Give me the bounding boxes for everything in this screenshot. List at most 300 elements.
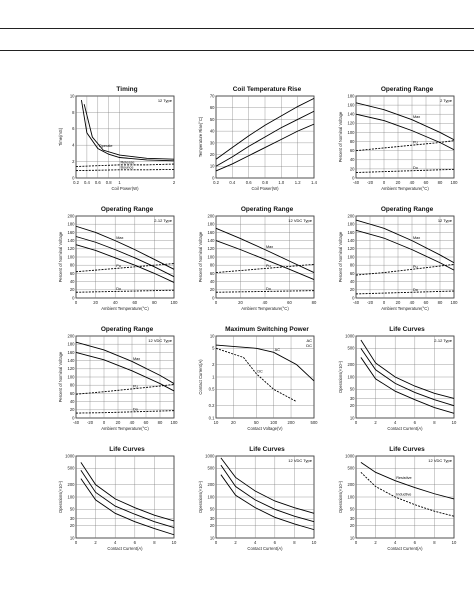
series-line — [216, 345, 314, 381]
y-tick-label: 20 — [209, 287, 215, 293]
x-tick-label: 60 — [287, 300, 292, 305]
y-tick-label: 180 — [67, 221, 75, 227]
x-tick-label: 0 — [354, 540, 358, 545]
x-tick-label: 0.6 — [94, 180, 101, 185]
x-tick-label: 60 — [423, 300, 429, 305]
chart-plot-op-range-4 — [338, 214, 458, 316]
x-tick-label: 0.4 — [229, 180, 236, 185]
series-label: Release — [120, 160, 135, 165]
y-tick-label: 20 — [349, 523, 355, 529]
series-label: Max — [413, 115, 421, 120]
y-tick-label: 30 — [209, 515, 215, 521]
y-tick-label: 10 — [349, 535, 355, 541]
y-tick-label: 40 — [349, 157, 355, 163]
chart-plot-life-4 — [338, 454, 458, 556]
chart-panel-coil-temp — [198, 86, 318, 196]
y-tick-label: 200 — [207, 213, 215, 219]
y-tick-label: 500 — [347, 345, 355, 351]
x-axis-label: Ambient Temperature(°C) — [381, 186, 429, 191]
y-tick-label: 1000 — [65, 453, 75, 459]
y-tick-label: 180 — [67, 341, 75, 347]
y-tick-label: 140 — [347, 111, 355, 117]
y-tick-label: 2 — [72, 159, 75, 164]
y-tick-label: 8 — [72, 109, 75, 115]
chart-panel-life-3 — [198, 446, 318, 556]
chart-panel-op-range-3 — [198, 206, 318, 316]
x-tick-label: 80 — [152, 300, 157, 305]
series-line — [76, 411, 174, 413]
series-label: Max — [133, 356, 141, 361]
y-tick-label: 40 — [69, 399, 75, 404]
x-tick-label: 1.2 — [294, 180, 301, 185]
x-tick-label: 60 — [423, 180, 429, 185]
y-tick-label: 0.2 — [208, 403, 215, 409]
plot-frame — [356, 96, 454, 178]
y-tick-label: 10 — [69, 93, 75, 99]
series-line — [356, 141, 454, 151]
x-tick-label: -40 — [72, 420, 80, 425]
chart-title: Life Curves — [389, 446, 425, 453]
x-axis-label: Contact Voltage(V) — [247, 426, 283, 431]
series-label: DC — [257, 369, 263, 374]
x-axis-label: Contact Current(A) — [247, 546, 283, 551]
y-tick-label: 200 — [347, 482, 355, 488]
x-tick-label: 0.2 — [213, 180, 219, 185]
chart-grid — [58, 86, 458, 556]
chart-title: Operating Range — [240, 206, 294, 213]
y-tick-label: 180 — [347, 93, 355, 99]
y-tick-label: 200 — [67, 482, 75, 488]
y-tick-label: 100 — [347, 494, 355, 500]
x-tick-label: 4 — [394, 420, 397, 425]
chart-panel-op-range-5 — [58, 326, 178, 436]
y-tick-label: 140 — [347, 238, 355, 243]
x-axis-label: Ambient Temperature(°C) — [101, 306, 149, 311]
y-tick-label: 200 — [347, 362, 355, 368]
y-axis-label: Percent of Nominal Voltage — [58, 231, 63, 283]
series-line — [361, 357, 454, 413]
x-tick-label: 40 — [262, 300, 268, 305]
x-tick-label: 0.4 — [83, 180, 90, 185]
x-tick-label: 0.6 — [245, 180, 252, 185]
x-tick-label: 0 — [382, 180, 386, 185]
x-tick-label: 0 — [214, 540, 218, 545]
series-label: Pu — [413, 264, 418, 269]
y-tick-label: 120 — [207, 246, 215, 252]
y-tick-label: 500 — [347, 465, 355, 471]
y-tick-label: 0 — [212, 295, 215, 301]
y-tick-label: 10 — [209, 535, 215, 541]
y-tick-label: 1000 — [345, 333, 355, 339]
y-tick-label: 10 — [209, 163, 215, 169]
x-tick-label: 2 — [374, 420, 377, 425]
x-tick-label: 40 — [409, 300, 415, 305]
x-axis-label: Contact Current(A) — [387, 426, 423, 431]
y-tick-label: 60 — [349, 270, 355, 276]
y-tick-label: 0 — [72, 415, 75, 421]
y-tick-label: 120 — [347, 120, 355, 126]
x-tick-label: 80 — [311, 300, 317, 305]
series-label: Do — [413, 287, 418, 292]
x-axis-label: Contact Current(A) — [387, 546, 423, 551]
y-tick-label: 40 — [69, 279, 75, 284]
x-tick-label: 8 — [433, 420, 436, 425]
y-tick-label: 0 — [72, 175, 75, 181]
y-tick-label: 70 — [209, 93, 215, 99]
header-rule-top — [0, 28, 474, 29]
y-tick-label: 160 — [347, 102, 355, 108]
y-axis-label: Operations(×10⁴) — [338, 480, 343, 514]
x-tick-label: 20 — [231, 420, 236, 425]
y-tick-label: 160 — [67, 229, 75, 235]
header-rule-bottom — [0, 50, 474, 51]
chart-plot-coil-temp — [198, 94, 318, 196]
x-axis-label: Contact Current(A) — [107, 546, 143, 551]
series-label: Do — [266, 286, 271, 291]
chart-panel-timing — [58, 86, 178, 196]
y-axis-label: Percent of Nominal Voltage — [338, 231, 343, 283]
chart-plot-timing — [58, 94, 178, 196]
y-axis-label: Contact Current(A) — [198, 359, 203, 395]
y-tick-label: 160 — [347, 229, 355, 235]
chart-plot-max-switching — [198, 334, 318, 436]
x-tick-label: 20 — [238, 300, 243, 305]
y-tick-label: 0 — [352, 175, 355, 181]
x-tick-label: 10 — [311, 540, 317, 545]
chart-note: 12 VDC Type — [288, 218, 312, 223]
chart-note: 2 Type — [440, 98, 452, 103]
chart-panel-op-range-1 — [338, 86, 458, 196]
chart-note: 12 VDC Type — [148, 338, 172, 343]
y-tick-label: 100 — [347, 254, 355, 260]
chart-note: 12 Type — [437, 218, 452, 223]
x-axis-label: Ambient Temperature(°C) — [241, 306, 289, 311]
y-tick-label: 200 — [207, 482, 215, 488]
series-line — [356, 220, 454, 263]
x-tick-label: 80 — [437, 300, 443, 305]
y-tick-label: 50 — [349, 386, 355, 392]
y-tick-label: 20 — [69, 407, 75, 413]
series-label: Resistive — [396, 476, 412, 481]
x-tick-label: 6 — [413, 420, 416, 425]
x-axis-label: Ambient Temperature(°C) — [101, 426, 149, 431]
x-tick-label: 2 — [94, 540, 97, 545]
y-tick-label: 100 — [67, 374, 75, 380]
x-tick-label: 0 — [382, 300, 386, 305]
x-tick-label: 1.4 — [311, 180, 317, 185]
series-line — [221, 475, 314, 530]
x-tick-label: 20 — [115, 420, 121, 425]
y-tick-label: 30 — [349, 395, 355, 401]
x-tick-label: 80 — [157, 420, 163, 425]
x-tick-label: 40 — [409, 180, 415, 185]
y-tick-label: 30 — [209, 140, 215, 146]
x-tick-label: 40 — [112, 300, 118, 305]
y-tick-label: 60 — [209, 105, 215, 111]
x-tick-label: 2 — [172, 180, 176, 185]
chart-title: Operating Range — [100, 326, 154, 333]
y-tick-label: 0.5 — [208, 386, 215, 392]
x-tick-label: 10 — [213, 420, 219, 425]
x-tick-label: 10 — [171, 540, 177, 545]
x-tick-label: 6 — [413, 540, 416, 545]
x-tick-label: 0.8 — [262, 180, 268, 185]
y-tick-label: 500 — [67, 465, 75, 471]
y-axis-label: Temperature Rise(°C) — [198, 116, 203, 158]
chart-title: Operating Range — [100, 206, 154, 213]
chart-plot-op-range-3 — [198, 214, 318, 316]
x-tick-label: 500 — [310, 420, 318, 425]
chart-title: Operating Range — [380, 86, 434, 93]
series-label: Max — [266, 245, 274, 250]
y-tick-label: 100 — [347, 374, 355, 380]
series-label: Do — [413, 166, 418, 171]
chart-title: Life Curves — [389, 326, 425, 333]
x-tick-label: 50 — [253, 420, 259, 425]
y-tick-label: 140 — [67, 358, 75, 363]
chart-panel-life-2 — [58, 446, 178, 556]
series-label: Inductive — [396, 492, 412, 497]
y-tick-label: 50 — [69, 506, 75, 512]
y-tick-label: 180 — [207, 221, 215, 227]
y-tick-label: 30 — [69, 515, 75, 521]
x-tick-label: 100 — [270, 420, 278, 425]
y-tick-label: 20 — [349, 287, 355, 293]
y-axis-label: Percent of Nominal Voltage — [58, 351, 63, 403]
y-tick-label: 80 — [69, 382, 75, 388]
chart-note: 12 VDC Type — [428, 458, 452, 463]
y-tick-label: 0 — [352, 295, 355, 301]
y-tick-label: 100 — [67, 494, 75, 500]
y-tick-label: 1 — [212, 374, 215, 380]
series-line — [356, 103, 454, 140]
y-tick-label: 40 — [209, 128, 215, 134]
y-tick-label: 6 — [72, 126, 75, 132]
x-tick-label: 8 — [433, 540, 436, 545]
y-tick-label: 10 — [209, 333, 215, 339]
y-tick-label: 80 — [349, 138, 355, 144]
y-tick-label: 60 — [209, 270, 215, 276]
y-tick-label: 160 — [207, 229, 215, 235]
series-line — [356, 169, 454, 172]
series-label: Operate — [98, 143, 113, 148]
x-tick-label: 100 — [450, 300, 458, 305]
series-label: Do — [116, 286, 122, 291]
series-line — [76, 169, 174, 170]
x-axis-label: Coil Power(W) — [111, 186, 139, 191]
x-tick-label: 100 — [170, 300, 178, 305]
y-axis-label: Percent of Nominal Voltage — [338, 111, 343, 163]
y-tick-label: 200 — [347, 213, 355, 219]
y-tick-label: 120 — [347, 246, 355, 252]
y-tick-label: 200 — [67, 213, 75, 219]
chart-panel-life-1 — [338, 326, 458, 436]
x-tick-label: -40 — [352, 300, 360, 305]
x-tick-label: 8 — [293, 540, 296, 545]
x-tick-label: 40 — [129, 420, 135, 425]
chart-title: Operating Range — [380, 206, 434, 213]
y-axis-label: Time(mS) — [58, 127, 63, 147]
y-tick-label: 1000 — [345, 453, 355, 459]
x-tick-label: 0 — [102, 420, 106, 425]
y-tick-label: 80 — [349, 262, 355, 268]
series-line — [81, 100, 174, 161]
y-axis-label: Operations(×10⁴) — [338, 360, 343, 394]
series-label: Pu — [116, 263, 121, 268]
x-tick-label: -20 — [366, 180, 374, 185]
y-tick-label: 200 — [67, 333, 75, 339]
chart-note: 12 VDC Type — [288, 458, 312, 463]
x-tick-label: 4 — [114, 540, 117, 545]
chart-title: Timing — [116, 86, 138, 93]
y-tick-label: 50 — [209, 116, 215, 122]
series-line — [356, 291, 454, 294]
series-line — [76, 342, 174, 383]
chart-title: Life Curves — [109, 446, 145, 453]
x-tick-label: 6 — [133, 540, 136, 545]
chart-panel-op-range-4 — [338, 206, 458, 316]
chart-plot-life-3 — [198, 454, 318, 556]
y-tick-label: 20 — [209, 151, 215, 157]
y-tick-label: 0.1 — [208, 415, 215, 421]
y-tick-label: 50 — [349, 506, 355, 512]
chart-panel-max-switching — [198, 326, 318, 436]
chart-title: Coil Temperature Rise — [232, 86, 302, 93]
x-axis-label: Coil Power(W) — [251, 186, 279, 191]
x-tick-label: 0.8 — [105, 180, 112, 185]
series-label: Pu — [133, 384, 138, 389]
chart-title: Life Curves — [249, 446, 285, 453]
y-tick-label: 120 — [67, 366, 75, 372]
chart-note: 2-12 Type — [434, 338, 452, 343]
chart-panel-op-range-2 — [58, 206, 178, 316]
x-tick-label: 20 — [395, 300, 401, 305]
x-tick-label: 60 — [143, 420, 149, 425]
series-line — [76, 245, 174, 283]
y-tick-label: 120 — [67, 246, 75, 252]
y-tick-label: 20 — [69, 523, 75, 529]
x-tick-label: 4 — [254, 540, 257, 545]
y-tick-label: 1000 — [205, 453, 215, 459]
series-line — [76, 226, 174, 269]
series-line — [76, 290, 174, 292]
y-tick-label: 0 — [72, 295, 75, 301]
y-tick-label: 140 — [207, 238, 215, 243]
y-tick-label: 0 — [212, 175, 215, 181]
series-label: AC — [274, 347, 280, 352]
chart-note: DC — [306, 343, 312, 348]
x-tick-label: 20 — [93, 300, 98, 305]
x-tick-label: 20 — [395, 180, 401, 185]
series-label: Pu — [266, 263, 271, 268]
y-tick-label: 100 — [207, 494, 215, 500]
x-tick-label: 1.0 — [278, 180, 285, 185]
y-axis-label: Operations(×10⁴) — [198, 480, 203, 514]
y-tick-label: 30 — [349, 515, 355, 521]
series-line — [356, 230, 454, 270]
series-line — [76, 264, 174, 272]
series-label: Bounce — [120, 165, 134, 170]
y-tick-label: 100 — [67, 254, 75, 260]
y-tick-label: 60 — [69, 390, 75, 396]
chart-plot-op-range-1 — [338, 94, 458, 196]
x-tick-label: 1 — [118, 180, 121, 185]
chart-title: Maximum Switching Power — [225, 326, 309, 333]
y-axis-label: Percent of Nominal Voltage — [198, 231, 203, 283]
y-tick-label: 4 — [72, 142, 75, 148]
chart-plot-life-2 — [58, 454, 178, 556]
chart-plot-op-range-2 — [58, 214, 178, 316]
x-tick-label: 10 — [451, 540, 457, 545]
y-tick-label: 100 — [207, 254, 215, 260]
y-tick-label: 20 — [349, 166, 355, 172]
series-label: Do — [133, 407, 138, 412]
y-tick-label: 5 — [212, 345, 215, 351]
y-tick-label: 160 — [67, 349, 75, 355]
series-line — [81, 479, 174, 535]
x-tick-label: 100 — [170, 420, 178, 425]
x-tick-label: 200 — [287, 420, 295, 425]
y-tick-label: 140 — [67, 238, 75, 243]
x-tick-label: 2 — [374, 540, 377, 545]
y-tick-label: 10 — [69, 535, 75, 541]
x-tick-label: 0 — [214, 300, 218, 305]
x-tick-label: 0 — [354, 420, 358, 425]
chart-plot-life-1 — [338, 334, 458, 436]
x-tick-label: 100 — [450, 180, 458, 185]
series-label: Max — [116, 236, 124, 241]
x-tick-label: 60 — [132, 300, 138, 305]
y-tick-label: 20 — [69, 287, 75, 293]
x-tick-label: 0.2 — [73, 180, 79, 185]
x-tick-label: 6 — [273, 540, 276, 545]
y-tick-label: 80 — [209, 262, 215, 268]
chart-note: 2-12 Type — [154, 218, 172, 223]
y-tick-label: 50 — [209, 506, 215, 512]
x-tick-label: -20 — [86, 420, 94, 425]
x-tick-label: -40 — [352, 180, 360, 185]
y-tick-label: 60 — [69, 270, 75, 276]
x-tick-label: 80 — [437, 180, 443, 185]
chart-note: 12 Type — [157, 98, 172, 103]
y-tick-label: 10 — [349, 415, 355, 421]
x-axis-label: Ambient Temperature(°C) — [381, 306, 429, 311]
series-label: Max — [413, 236, 421, 241]
x-tick-label: 8 — [153, 540, 156, 545]
y-tick-label: 40 — [349, 279, 355, 284]
y-tick-label: 100 — [347, 129, 355, 135]
y-tick-label: 180 — [347, 221, 355, 227]
x-tick-label: 0 — [74, 540, 78, 545]
x-tick-label: 0 — [74, 300, 78, 305]
y-tick-label: 80 — [69, 262, 75, 268]
series-line — [76, 384, 174, 394]
chart-panel-life-4 — [338, 446, 458, 556]
x-tick-label: 10 — [451, 420, 457, 425]
x-tick-label: 2 — [234, 540, 237, 545]
y-tick-label: 20 — [349, 403, 355, 409]
y-tick-label: 500 — [207, 465, 215, 471]
x-tick-label: -20 — [366, 300, 374, 305]
y-tick-label: 20 — [209, 523, 215, 529]
series-label: Pu — [413, 140, 418, 145]
chart-plot-op-range-5 — [58, 334, 178, 436]
chart-note: AC — [306, 338, 312, 343]
y-tick-label: 2 — [212, 362, 215, 368]
x-tick-label: 4 — [394, 540, 397, 545]
y-tick-label: 60 — [349, 148, 355, 154]
y-tick-label: 40 — [209, 279, 215, 284]
